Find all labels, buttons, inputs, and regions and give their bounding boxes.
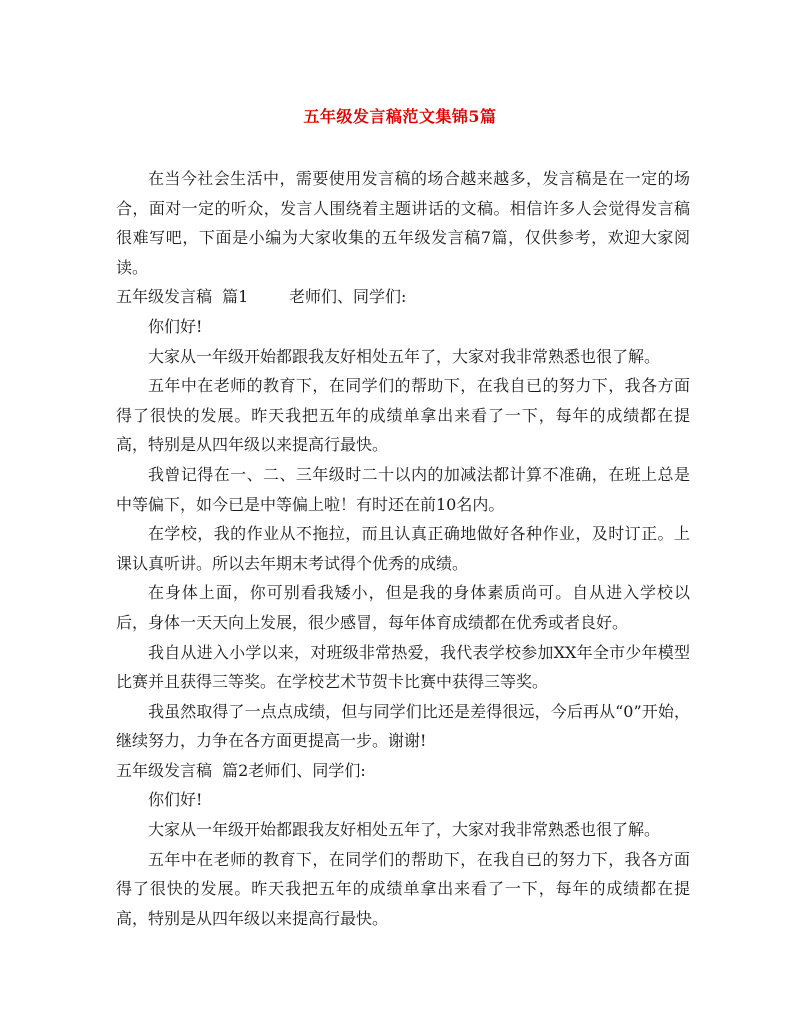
- document-body: [116, 164, 690, 933]
- section-1-paragraph: 我曾记得在一、二、三年级时二十以内的加减法都计算不准确，在班上总是中等偏下，如今已是中等偏上啦！有时还在前10名内。: [116, 464, 690, 514]
- section-2-paragraph: 大家从一年级开始都跟我友好相处五年了，大家对我非常熟悉也很了解。: [148, 820, 661, 840]
- section-1-paragraph: 我自从进入小学以来，对班级非常热爱，我代表学校参加XX年全市少年模型比赛并且获得三等奖。在学校艺术节贺卡比赛中获得三等奖。: [116, 642, 690, 692]
- section-1-paragraph: 大家从一年级开始都跟我友好相处五年了，大家对我非常熟悉也很了解。: [148, 346, 661, 366]
- section-2-paragraph: 你们好!: [148, 790, 203, 810]
- section-2-heading: 五年级发言稿 篇2老师们、同学们:: [116, 760, 366, 780]
- section-1-paragraph: 你们好!: [148, 316, 203, 336]
- section-1-heading: 五年级发言稿 篇1 老师们、同学们:: [116, 287, 407, 307]
- section-1-paragraph: 我虽然取得了一点点成绩，但与同学们比还是差得很远，今后再从“0”开始，继续努力，力争在各方面更提高一步。谢谢!: [116, 701, 690, 751]
- section-2-paragraph: 五年中在老师的教育下，在同学们的帮助下，在我自已的努力下，我各方面得了很快的发展。昨天我把五年的成绩单拿出来看了一下，每年的成绩都在提高，特别是从四年级以来提高行最快。: [116, 849, 690, 928]
- document-title: 五年级发言稿范文集锦5篇: [303, 107, 497, 126]
- section-1-paragraph: 五年中在老师的教育下，在同学们的帮助下，在我自已的努力下，我各方面得了很快的发展。昨天我把五年的成绩单拿出来看了一下，每年的成绩都在提高，特别是从四年级以来提高行最快。: [116, 376, 690, 455]
- section-1-paragraph: 在身体上面，你可别看我矮小，但是我的身体素质尚可。自从进入学校以后，身体一天天向上发展，很少感冒，每年体育成绩都在优秀或者良好。: [116, 583, 690, 632]
- section-1-paragraph: 在学校，我的作业从不拖拉，而且认真正确地做好各种作业，及时订正。上课认真听讲。所以去年期末考试得个优秀的成绩。: [116, 524, 690, 573]
- intro-paragraph: 在当今社会生活中，需要使用发言稿的场合越来越多，发言稿是在一定的场合，面对一定的听众，发言人围绕着主题讲话的文稿。相信许多人会觉得发言稿很难写吧，下面是小编为大家收集的五年级发言稿7篇，仅供参考，欢迎大家阅读。: [116, 169, 690, 277]
